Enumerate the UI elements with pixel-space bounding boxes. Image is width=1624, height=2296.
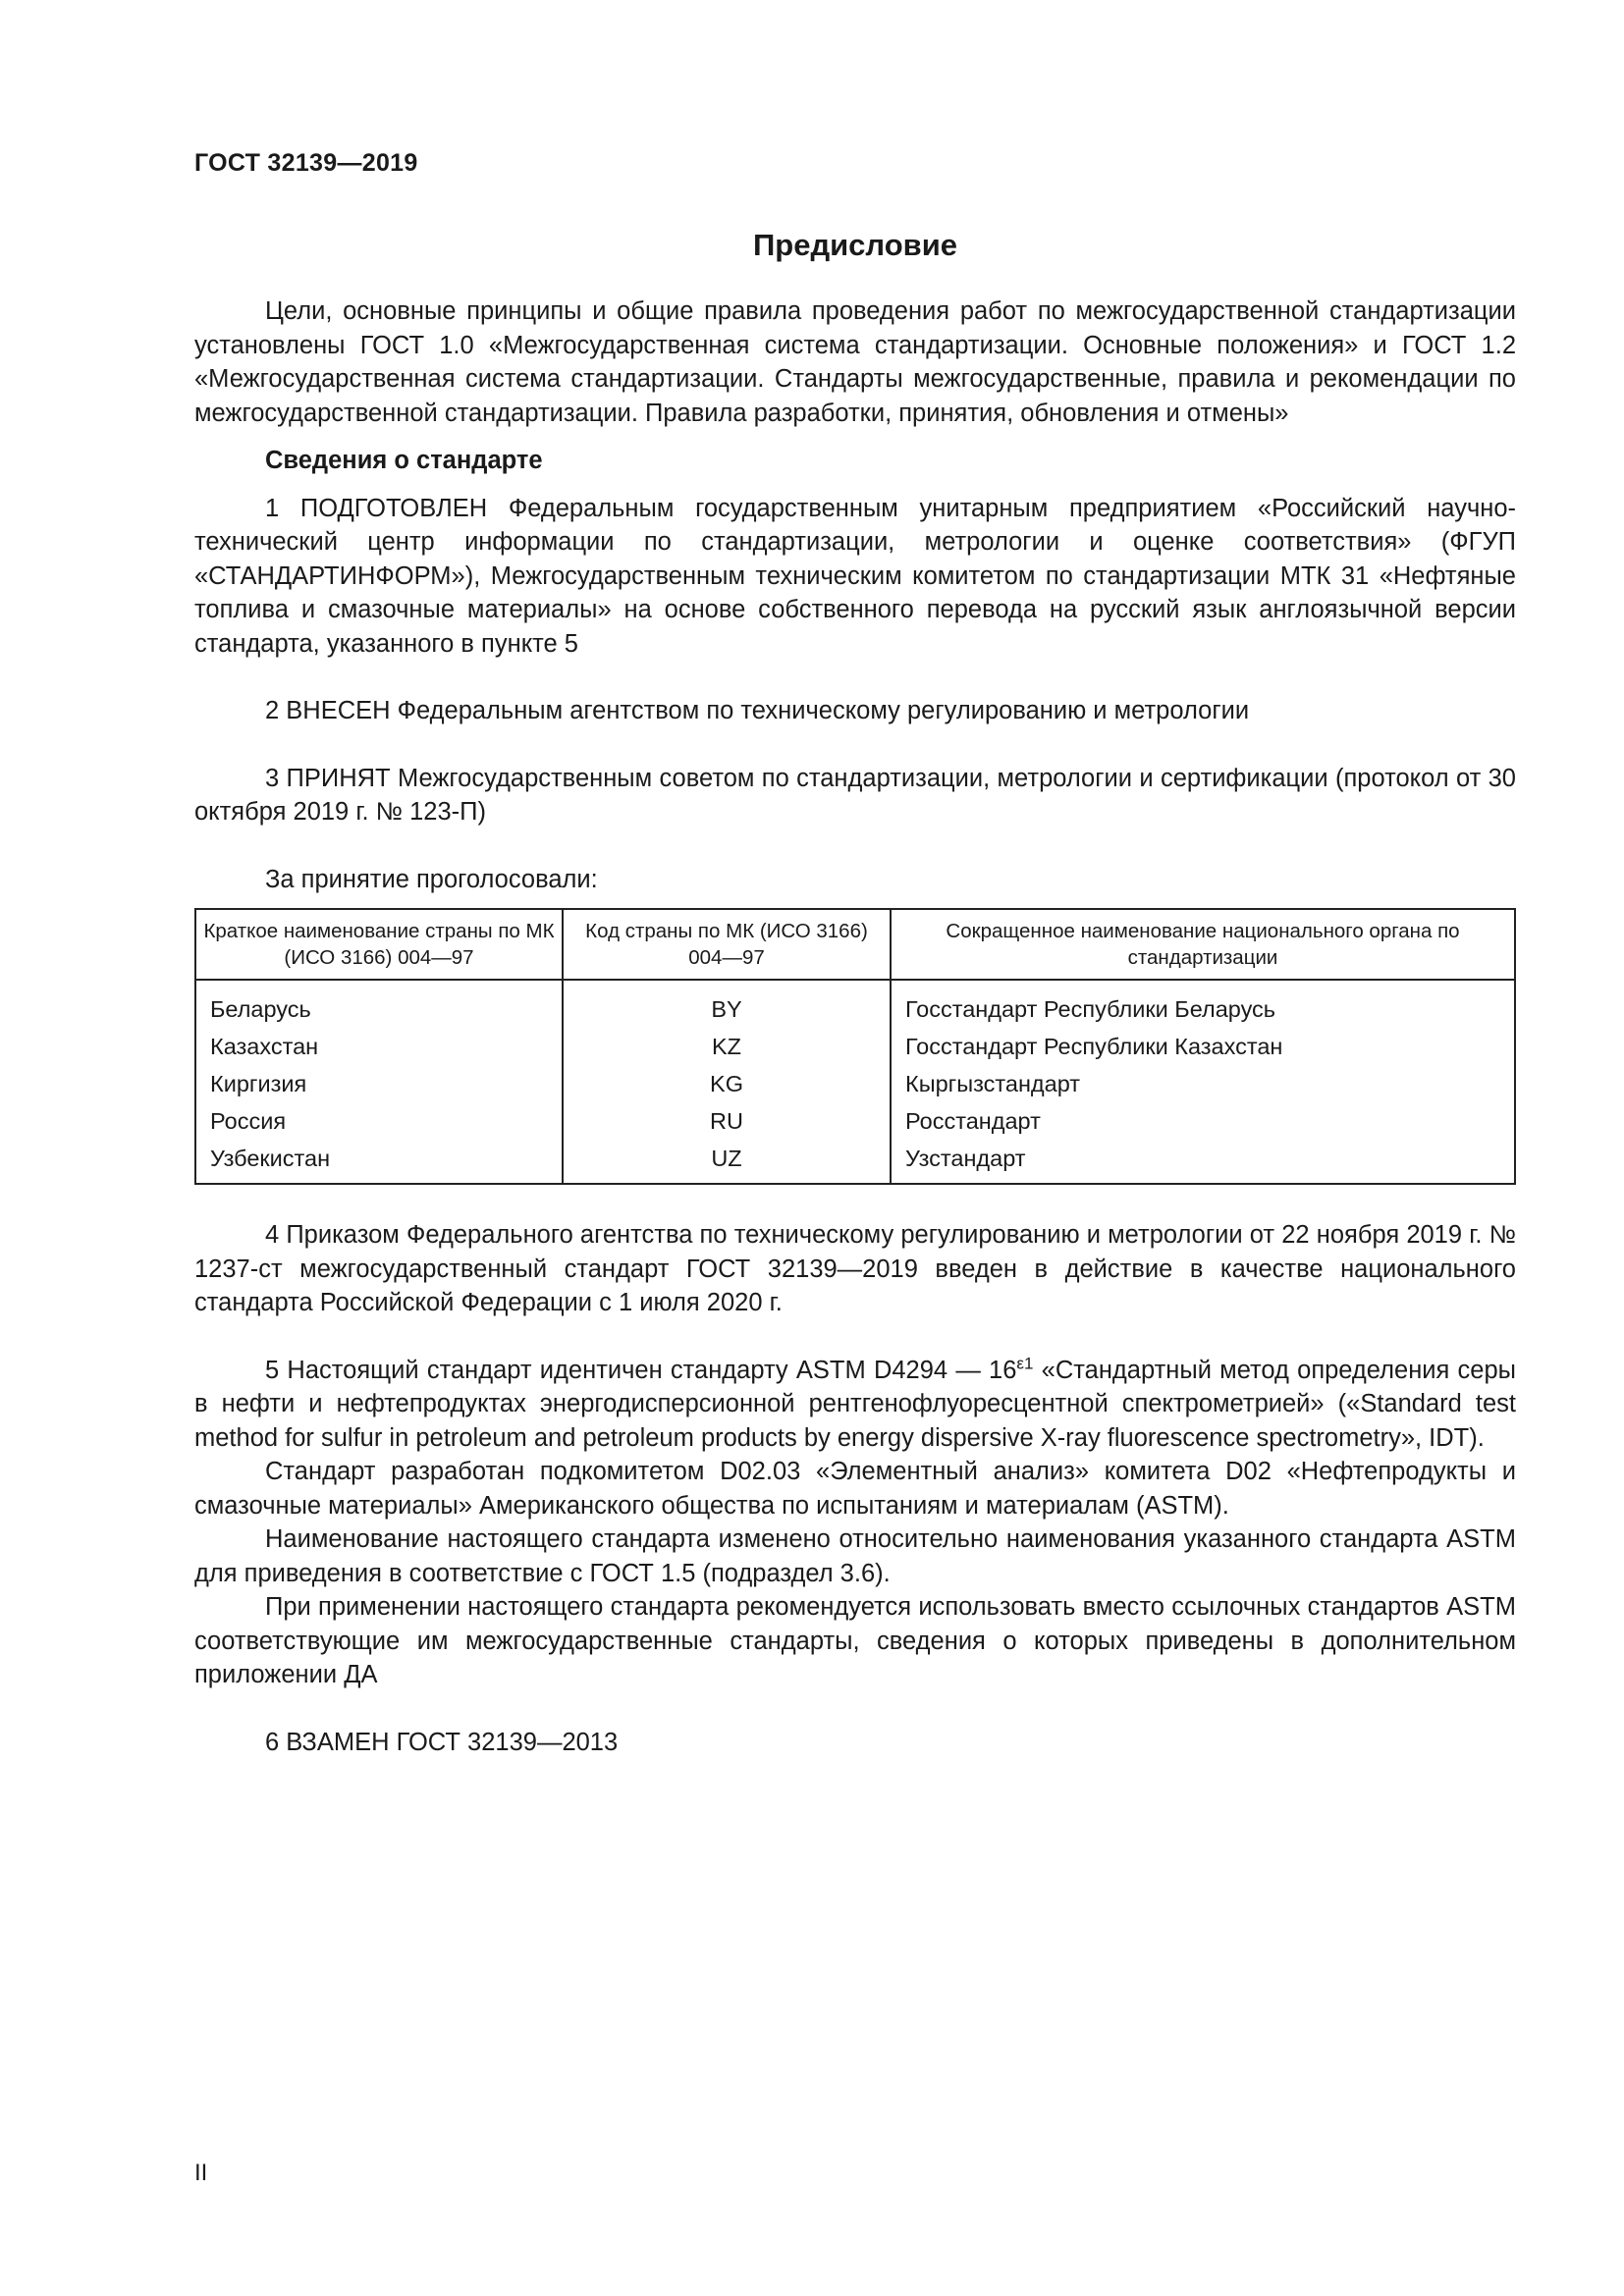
votes-table bbox=[194, 908, 1516, 1185]
table-row bbox=[195, 1028, 1515, 1065]
item-5-text-end: «Стандартный метод определения серы в нефти и нефтепродуктах энергодисперсионной рентгенофлуоресцентной спектрометрией» («Standard test method for sulfur in petroleum and petroleum products by energy dispersive X-ray fluorescence spectrometry», IDT). bbox=[194, 1356, 1516, 1452]
item-5-subparagraph-4: При применении настоящего стандарта рекомендуется использовать вместо ссылочных стандартов ASTM соответствующие им межгосударственные стандарты, сведения о которых приведены в дополнительном приложении ДА bbox=[194, 1593, 1516, 1688]
table-header-code: Код страны по МК (ИСО 3166) 004—97 bbox=[563, 909, 891, 980]
table-header-row bbox=[195, 909, 1515, 980]
table-header-body: Сокращенное наименование национального органа по стандартизации bbox=[891, 909, 1515, 980]
cell-body: Госстандарт Республики Беларусь bbox=[891, 980, 1515, 1028]
cell-body: Узстандарт bbox=[891, 1140, 1515, 1184]
table-row bbox=[195, 1065, 1515, 1102]
cell-body: Госстандарт Республики Казахстан bbox=[891, 1028, 1515, 1065]
item-5-subparagraph-3: Наименование настоящего стандарта изменено относительно наименования указанного стандарта ASTM для приведения в соответствие с ГОСТ 1.5 (подраздел 3.6). bbox=[194, 1525, 1516, 1587]
item-6-paragraph: 6 ВЗАМЕН ГОСТ 32139—2013 bbox=[265, 1728, 619, 1756]
table-row bbox=[195, 980, 1515, 1028]
intro-paragraph: Цели, основные принципы и общие правила проведения работ по межгосударственной стандартизации установлены ГОСТ 1.0 «Межгосударственная система стандартизации. Основные положения» и ГОСТ 1.2 «Межгосударственная система стандартизации. Стандарты межгосударственные, правила и рекомендации по межгосударственной стандартизации. Правила разработки, принятия, обновления и отмены» bbox=[194, 297, 1516, 427]
cell-code: UZ bbox=[563, 1140, 891, 1184]
table-row bbox=[195, 1140, 1515, 1184]
cell-country: Киргизия bbox=[195, 1065, 563, 1102]
item-5-paragraph bbox=[194, 1354, 1516, 1456]
item-5-text-start: 5 Настоящий стандарт идентичен стандарту ASTM D4294 — 16 bbox=[265, 1356, 1017, 1384]
item-4-paragraph: 4 Приказом Федерального агентства по техническому регулированию и метрологии от 22 ноября 2019 г. № 1237-ст межгосударственный стандарт ГОСТ 32139—2019 введен в действие в качестве национального стандарта Российской Федерации с 1 июля 2020 г. bbox=[194, 1221, 1516, 1316]
item-3-paragraph: 3 ПРИНЯТ Межгосударственным советом по стандартизации, метрологии и сертификации (протокол от 30 октября 2019 г. № 123-П) bbox=[194, 764, 1516, 826]
cell-code: BY bbox=[563, 980, 891, 1028]
item-5-subparagraph-2: Стандарт разработан подкомитетом D02.03 «Элементный анализ» комитета D02 «Нефтепродукты и смазочные материалы» Американского общества по испытаниям и материалам (ASTM). bbox=[194, 1458, 1516, 1520]
cell-country: Россия bbox=[195, 1102, 563, 1140]
cell-body: Росстандарт bbox=[891, 1102, 1515, 1140]
cell-body: Кыргызстандарт bbox=[891, 1065, 1515, 1102]
item-1-paragraph: 1 ПОДГОТОВЛЕН Федеральным государственным унитарным предприятием «Российский научно-технический центр информации по стандартизации, метрологии и оценке соответствия» (ФГУП «СТАНДАРТИНФОРМ»), Межгосударственным техническим комитетом по стандартизации МТК 31 «Нефтяные топлива и смазочные материалы» на основе собственного перевода на русский язык англоязычной версии стандарта, указанного в пункте 5 bbox=[194, 494, 1516, 658]
cell-country: Узбекистан bbox=[195, 1140, 563, 1184]
document-code: ГОСТ 32139—2019 bbox=[194, 149, 418, 177]
table-row bbox=[195, 1102, 1515, 1140]
cell-code: KG bbox=[563, 1065, 891, 1102]
edition-superscript: ε1 bbox=[1016, 1354, 1034, 1372]
item-2-paragraph: 2 ВНЕСЕН Федеральным агентством по техническому регулированию и метрологии bbox=[265, 697, 1250, 724]
cell-code: RU bbox=[563, 1102, 891, 1140]
cell-country: Казахстан bbox=[195, 1028, 563, 1065]
votes-intro: За принятие проголосовали: bbox=[265, 865, 598, 893]
page-number: II bbox=[194, 2160, 208, 2186]
cell-country: Беларусь bbox=[195, 980, 563, 1028]
table-header-country: Краткое наименование страны по МК (ИСО 3166) 004—97 bbox=[195, 909, 563, 980]
cell-code: KZ bbox=[563, 1028, 891, 1065]
page-title: Предисловие bbox=[752, 228, 957, 262]
section-heading: Сведения о стандарте bbox=[265, 447, 543, 474]
document-body bbox=[194, 294, 1516, 1759]
